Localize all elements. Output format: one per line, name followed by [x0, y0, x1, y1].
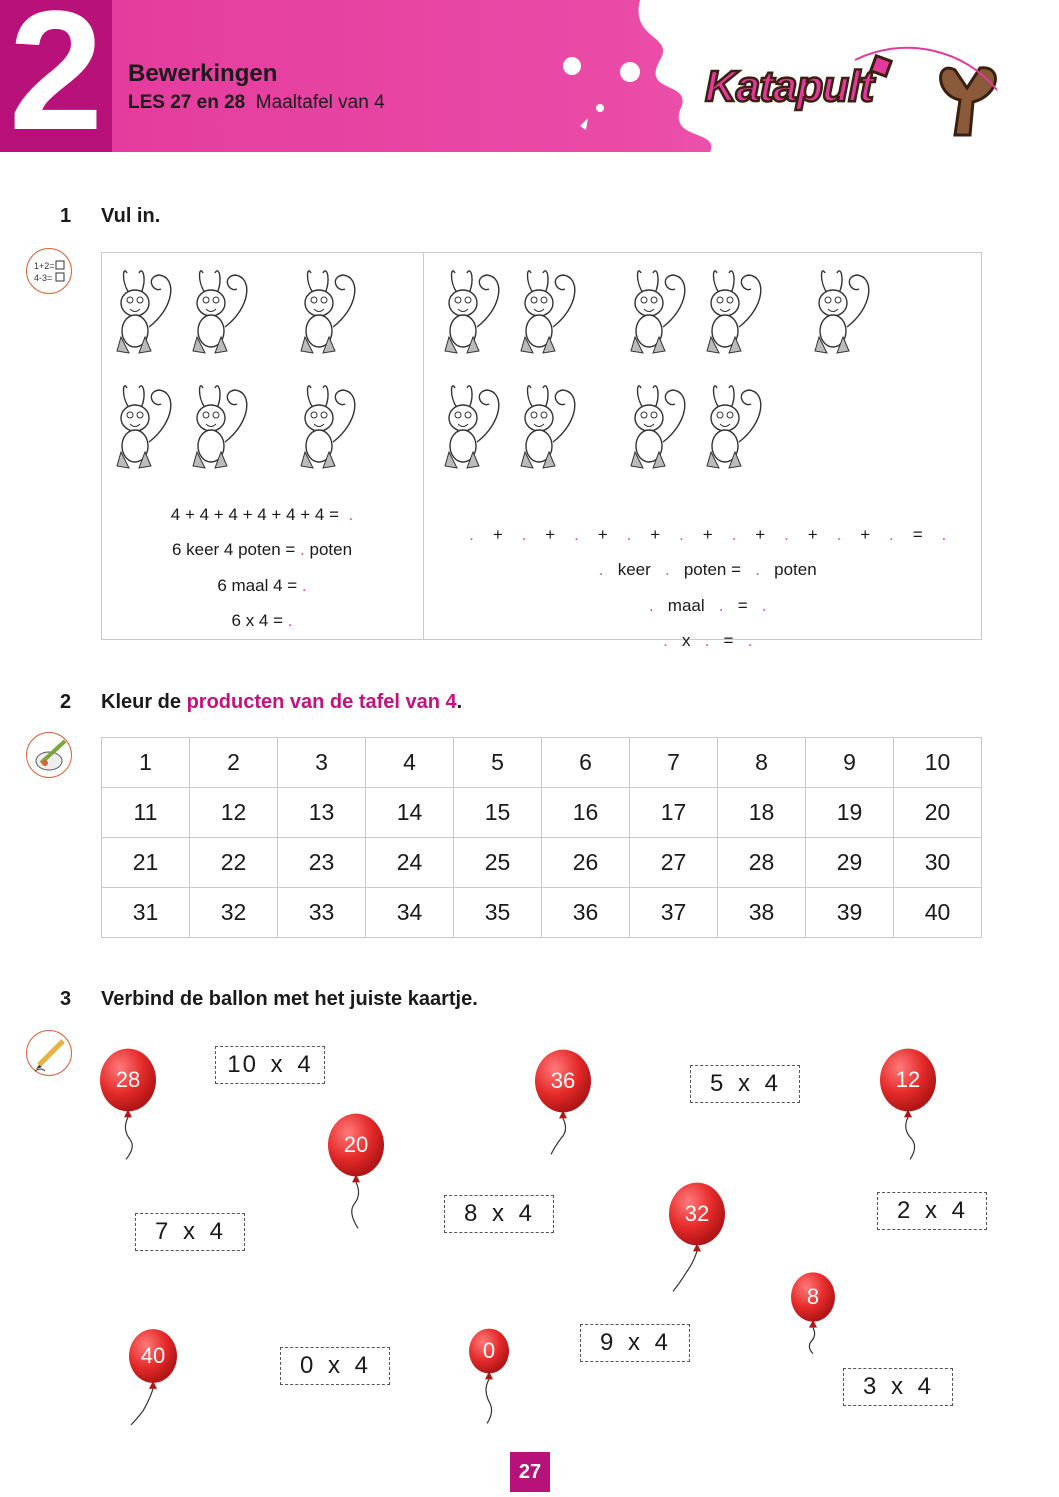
- plus-sign: +: [545, 525, 556, 544]
- blank-x-line: [424, 611, 982, 651]
- svg-text:1+2=: 1+2=: [34, 261, 55, 271]
- keer-word: keer: [617, 560, 651, 579]
- chapter-number: 2: [8, 0, 104, 166]
- poten-word: poten: [774, 560, 817, 579]
- grid-cell[interactable]: 36: [542, 888, 630, 938]
- grid-cell[interactable]: 30: [894, 838, 982, 888]
- grid-cell[interactable]: 2: [190, 738, 278, 788]
- grid-cell[interactable]: 14: [366, 788, 454, 838]
- answer-dot[interactable]: .: [574, 525, 579, 544]
- number-grid: [101, 737, 982, 938]
- card[interactable]: 2 x 4: [877, 1192, 987, 1230]
- balloon-number: 20: [343, 1132, 369, 1157]
- svg-text:4-3=: 4-3=: [34, 273, 53, 283]
- plus-sign: +: [702, 525, 713, 544]
- grid-cell[interactable]: 34: [366, 888, 454, 938]
- instruction-end: .: [456, 691, 463, 713]
- keer-text: 6 keer 4 poten =: [171, 540, 301, 559]
- x-text: 6 x 4 =: [231, 611, 288, 630]
- balloon[interactable]: [880, 1049, 936, 1160]
- poten-equals: poten =: [683, 560, 742, 579]
- instruction-highlight: producten van de tafel van 4: [186, 691, 457, 713]
- answer-dot[interactable]: .: [718, 596, 724, 615]
- exercise-2-instruction: [101, 691, 462, 714]
- grid-cell[interactable]: 25: [454, 838, 542, 888]
- answer-dot[interactable]: .: [784, 525, 789, 544]
- grid-cell[interactable]: 10: [894, 738, 982, 788]
- grid-cell[interactable]: 4: [366, 738, 454, 788]
- balloon-number: 8: [806, 1284, 820, 1309]
- card[interactable]: 8 x 4: [444, 1195, 554, 1233]
- sum-line: [101, 505, 423, 525]
- section-title: Bewerkingen: [128, 60, 278, 87]
- grid-cell[interactable]: 13: [278, 788, 366, 838]
- grid-cell[interactable]: 5: [454, 738, 542, 788]
- answer-dot[interactable]: .: [287, 611, 293, 630]
- exercise-2-number: 2: [60, 691, 72, 713]
- grid-cell[interactable]: 12: [190, 788, 278, 838]
- answer-dot[interactable]: .: [648, 596, 654, 615]
- balloon-string: [809, 1328, 814, 1354]
- coloring-icon: [26, 732, 72, 778]
- grid-cell[interactable]: 23: [278, 838, 366, 888]
- balloon-string: [551, 1118, 566, 1154]
- maal-text: 6 maal 4 =: [217, 576, 302, 595]
- card[interactable]: 10 x 4: [215, 1046, 325, 1084]
- grid-row: [102, 788, 982, 838]
- grid-cell[interactable]: 26: [542, 838, 630, 888]
- keer-line: [101, 540, 423, 560]
- answer-dot[interactable]: .: [731, 525, 737, 544]
- grid-cell[interactable]: 11: [102, 788, 190, 838]
- lesson-topic: Maaltafel van 4: [255, 92, 385, 113]
- grid-cell[interactable]: 7: [630, 738, 718, 788]
- plus-sign: +: [860, 525, 871, 544]
- answer-dot[interactable]: .: [755, 560, 760, 579]
- calculation-icon: [26, 248, 72, 294]
- grid-cell[interactable]: 21: [102, 838, 190, 888]
- plus-sign: +: [650, 525, 661, 544]
- blank-maal-line: [424, 576, 982, 616]
- lesson-label: LES 27 en 28: [128, 92, 246, 113]
- answer-dot[interactable]: .: [626, 525, 632, 544]
- lesson-subtitle: [128, 92, 385, 114]
- plus-sign: +: [755, 525, 766, 544]
- exercise-3-number: 3: [60, 988, 72, 1010]
- card[interactable]: 9 x 4: [580, 1324, 690, 1362]
- answer-dot[interactable]: .: [664, 560, 670, 579]
- balloon-number: 36: [550, 1068, 576, 1093]
- card[interactable]: 7 x 4: [135, 1213, 245, 1251]
- balloon-string: [125, 1117, 132, 1159]
- grid-cell[interactable]: 31: [102, 888, 190, 938]
- grid-row: [102, 738, 982, 788]
- grid-cell[interactable]: 37: [630, 888, 718, 938]
- plus-sign: +: [492, 525, 503, 544]
- grid-cell[interactable]: 16: [542, 788, 630, 838]
- grid-row: [102, 888, 982, 938]
- grid-cell[interactable]: 24: [366, 838, 454, 888]
- balloon-number: 28: [115, 1067, 141, 1092]
- answer-dot[interactable]: .: [469, 525, 474, 544]
- card[interactable]: 3 x 4: [843, 1368, 953, 1406]
- instruction-part: Kleur de: [101, 691, 187, 713]
- grid-cell[interactable]: 40: [894, 888, 982, 938]
- grid-cell[interactable]: 19: [806, 788, 894, 838]
- answer-dot[interactable]: .: [704, 631, 710, 650]
- rabbit-illustrations: [101, 252, 982, 492]
- balloon-string: [673, 1251, 697, 1291]
- card[interactable]: 0 x 4: [280, 1347, 390, 1385]
- balloon[interactable]: [669, 1183, 725, 1292]
- answer-dot[interactable]: .: [521, 525, 527, 544]
- grid-cell[interactable]: 6: [542, 738, 630, 788]
- grid-cell[interactable]: 9: [806, 738, 894, 788]
- balloon-number: 12: [895, 1067, 921, 1092]
- answer-dot[interactable]: .: [941, 525, 947, 544]
- balloon[interactable]: [791, 1272, 835, 1353]
- balloon-number: 40: [140, 1343, 166, 1368]
- grid-cell[interactable]: 33: [278, 888, 366, 938]
- grid-cell[interactable]: 28: [718, 838, 806, 888]
- plus-sign: +: [807, 525, 818, 544]
- grid-cell[interactable]: 1: [102, 738, 190, 788]
- grid-cell[interactable]: 3: [278, 738, 366, 788]
- balloon-string: [906, 1117, 915, 1159]
- grid-cell[interactable]: 39: [806, 888, 894, 938]
- exercise-3-instruction: Verbind de ballon met het juiste kaartje.: [101, 988, 478, 1010]
- balloon[interactable]: [469, 1329, 509, 1424]
- maal-word: maal: [667, 596, 705, 615]
- grid-row: [102, 838, 982, 888]
- balloon[interactable]: [100, 1049, 156, 1160]
- grid-cell[interactable]: 29: [806, 838, 894, 888]
- equals-sign: =: [737, 596, 748, 615]
- answer-dot[interactable]: .: [679, 525, 684, 544]
- card[interactable]: 5 x 4: [690, 1065, 800, 1103]
- maal-line: [101, 576, 423, 596]
- balloon-number: 0: [482, 1338, 496, 1363]
- balloon[interactable]: [328, 1114, 384, 1229]
- grid-cell[interactable]: 17: [630, 788, 718, 838]
- sum-expression: 4 + 4 + 4 + 4 + 4 + 4 =: [170, 505, 344, 524]
- balloon-string: [486, 1379, 492, 1423]
- blank-keer-line: [424, 540, 982, 580]
- answer-dot[interactable]: .: [761, 596, 767, 615]
- equals-sign: =: [912, 525, 923, 544]
- answer-dot[interactable]: .: [836, 525, 842, 544]
- page-number: 27: [510, 1452, 550, 1492]
- grid-cell[interactable]: 8: [718, 738, 806, 788]
- blank-sum-line: [424, 505, 982, 545]
- answer-dot[interactable]: .: [889, 525, 894, 544]
- exercise-1-instruction: Vul in.: [101, 205, 161, 227]
- answer-dot[interactable]: .: [747, 631, 753, 650]
- x-word: x: [681, 631, 691, 650]
- grid-cell[interactable]: 22: [190, 838, 278, 888]
- balloon[interactable]: [535, 1050, 591, 1155]
- plus-sign: +: [597, 525, 608, 544]
- poten-text: poten: [304, 540, 353, 559]
- equals-sign: =: [723, 631, 734, 650]
- answer-dot[interactable]: .: [348, 505, 354, 524]
- x-line: [101, 611, 423, 631]
- grid-cell[interactable]: 38: [718, 888, 806, 938]
- grid-cell[interactable]: 35: [454, 888, 542, 938]
- grid-cell[interactable]: 32: [190, 888, 278, 938]
- balloon-number: 32: [684, 1201, 710, 1226]
- grid-cell[interactable]: 15: [454, 788, 542, 838]
- answer-dot[interactable]: .: [301, 576, 307, 595]
- balloon-string: [131, 1389, 153, 1425]
- answer-dot[interactable]: .: [300, 540, 305, 559]
- grid-cell[interactable]: 18: [718, 788, 806, 838]
- balloon[interactable]: [129, 1329, 177, 1425]
- grid-cell[interactable]: 20: [894, 788, 982, 838]
- grid-cell[interactable]: 27: [630, 838, 718, 888]
- exercise-1-number: 1: [60, 205, 72, 227]
- balloon-string: [352, 1182, 359, 1228]
- answer-dot[interactable]: .: [663, 631, 668, 650]
- katapult-logo: [705, 40, 1005, 140]
- answer-dot[interactable]: .: [598, 560, 604, 579]
- logo-text: Katapult: [705, 62, 873, 111]
